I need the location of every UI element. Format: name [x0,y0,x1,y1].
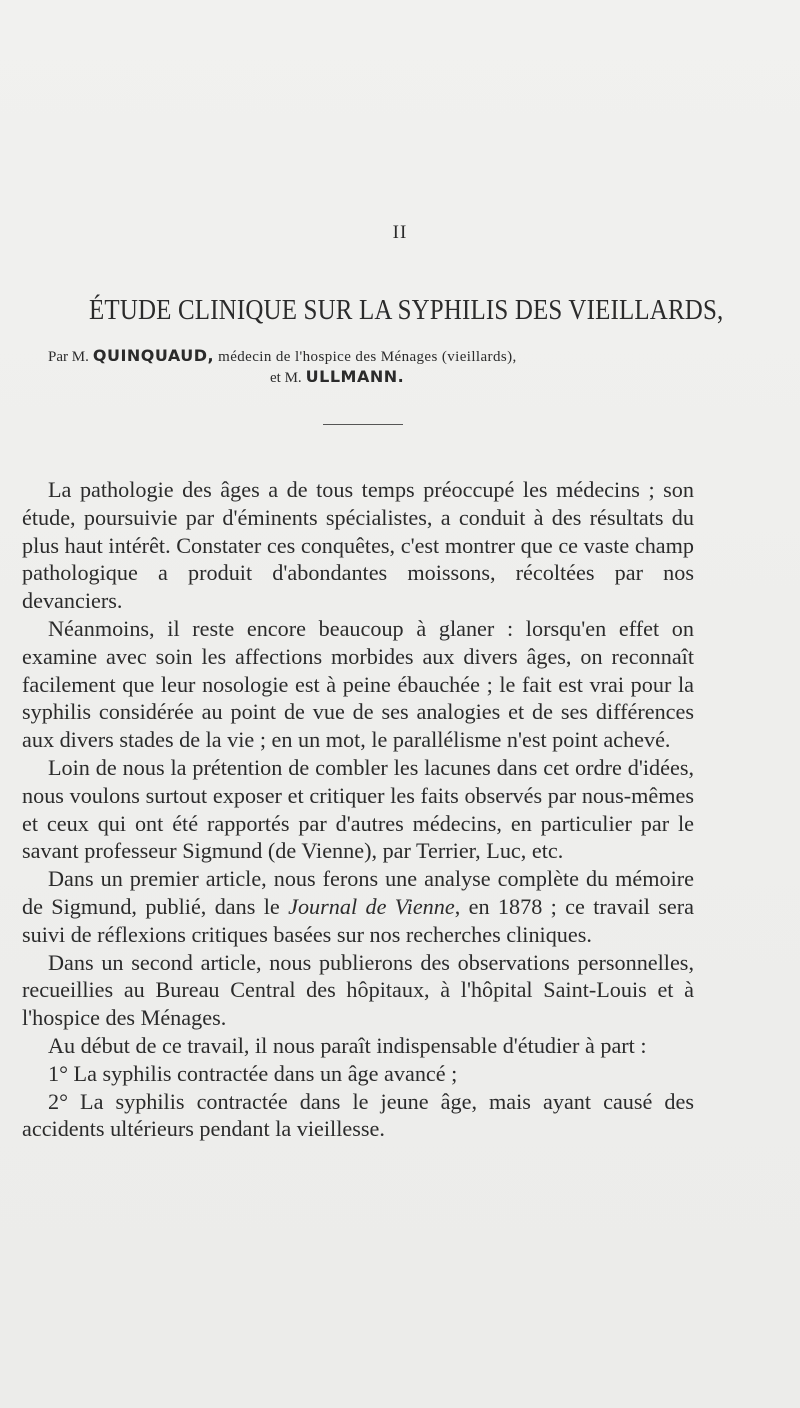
byline-prefix: Par M. [48,349,89,365]
paragraph: Au début de ce travail, il nous paraît indispensable d'étudier à part : [48,1032,647,1058]
author-name-2: ULLMANN. [305,367,405,386]
journal-name: Journal de Vienne [288,893,455,919]
body-text [22,476,694,1143]
paragraph: Dans un premier article, nous ferons une analyse complète du mémoire de Sigmund, publié, dans le Journal de Vienne, en 1878 ; ce travail sera suivi de réflexions critiques basées sur nos recherches cliniques. [22,866,694,947]
paragraph: La pathologie des âges a de tous temps préoccupé les médecins ; son étude, poursuivie par d'éminents spécialistes, a conduit à des résultats du plus haut intérêt. Constater ces conquêtes, c'est montrer que ce vaste champ pathologique a produit d'abondantes moissons, récoltées par nos devanciers. [22,477,694,614]
article-title: ÉTUDE CLINIQUE SUR LA SYPHILIS DES VIEILLARDS, [89,294,724,326]
author-name-1: QUINQUAUD, [92,346,215,365]
byline-conjunction: et M. [270,370,302,386]
title-separator-rule [323,424,403,425]
section-number: II [392,222,408,243]
list-item: 1° La syphilis contractée dans un âge avancé ; [48,1060,458,1086]
paragraph: Néanmoins, il reste encore beaucoup à glaner : lorsqu'en effet on examine avec soin les affections morbides aux divers âges, on reconnaît facilement que leur nosologie est à peine ébauchée ; le fait est vrai pour la syphilis considérée au point de vue de ses analogies et de ses différences aux divers stades de la vie ; en un mot, le parallélisme n'est point achevé. [22,615,694,753]
paragraph: Loin de nous la prétention de combler les lacunes dans cet ordre d'idées, nous voulons surtout exposer et critiquer les faits observés par nous-mêmes et ceux qui ont été rapportés par d'autres médecins, en particulier par le savant professeur Sigmund (de Vienne), par Terrier, Luc, etc. [22,754,694,864]
byline [48,346,688,388]
author-role: médecin de l'hospice des Ménages (vieillards), [218,349,517,365]
list-item: 2° La syphilis contractée dans le jeune âge, mais ayant causé des accidents ultérieurs pendant la vieillesse. [22,1088,694,1142]
paragraph: Dans un second article, nous publierons des observations personnelles, recueillies au Bureau Central des hôpitaux, à l'hôpital Saint-Louis et à l'hospice des Ménages. [22,949,694,1031]
